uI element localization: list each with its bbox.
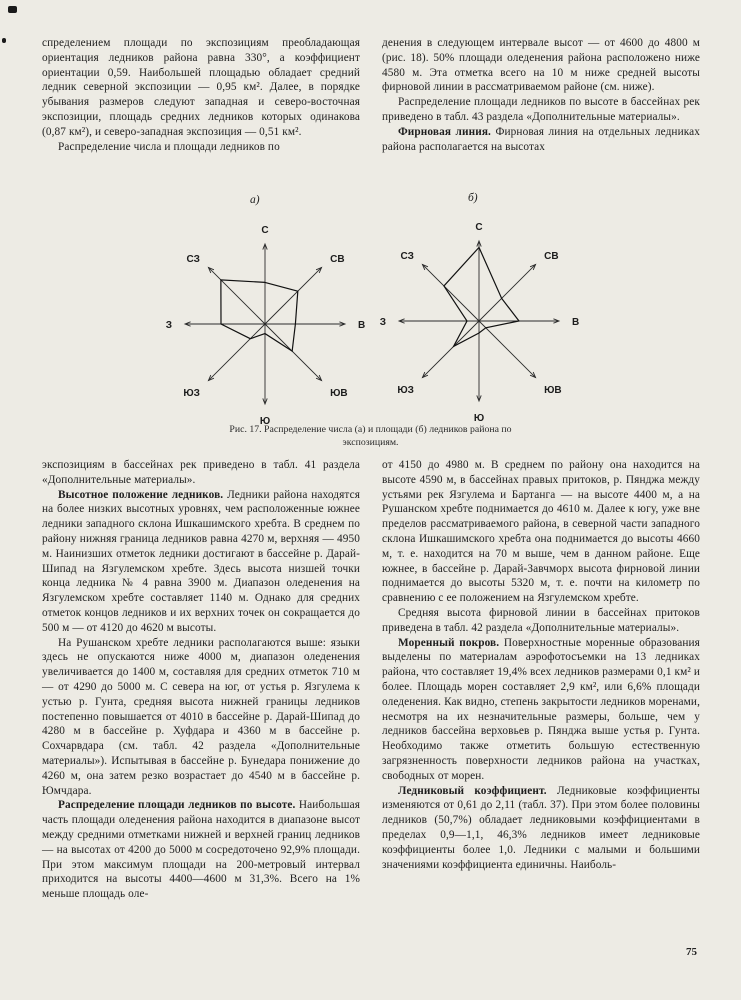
rose-axis bbox=[422, 321, 479, 378]
rose-axis bbox=[479, 321, 536, 378]
column-bottom-right bbox=[382, 458, 700, 902]
bottom-text-block bbox=[42, 458, 700, 902]
rose-axis bbox=[208, 267, 265, 324]
compass-direction-label: З bbox=[165, 320, 172, 331]
column-bottom-left bbox=[42, 458, 360, 902]
compass-direction-label: С bbox=[261, 225, 269, 236]
paragraph: денения в следующем интервале высот — от 4600 до 4800 м (рис. 18). 50% площади оледенения района расположено ниже 4580 м. Эта отметка всего на 10 м ниже средней высоты фирновой линии в рассматриваемом районе (см. ниже). bbox=[382, 37, 700, 94]
scan-artifact bbox=[2, 38, 6, 43]
rose-axis bbox=[265, 267, 322, 324]
figure-caption-line2: экспозициям. bbox=[342, 437, 399, 448]
figure-subpanel-label-b: б) bbox=[468, 192, 478, 204]
figure-caption-line1: Рис. 17. Распределение числа (а) и площади (б) ледников района по bbox=[229, 424, 512, 435]
rose-polygon bbox=[221, 280, 298, 351]
figure-caption bbox=[0, 423, 741, 449]
compass-direction-label: ЮЗ bbox=[183, 388, 200, 400]
scan-artifact bbox=[8, 6, 17, 13]
compass-direction-label: З bbox=[379, 317, 386, 328]
rose-chart-area-of-glaciers bbox=[372, 213, 587, 427]
compass-direction-label: СВ bbox=[330, 253, 345, 265]
compass-direction-label: Ю bbox=[259, 416, 271, 427]
rose-axis bbox=[265, 324, 322, 381]
figure-subpanel-label-a: а) bbox=[250, 194, 260, 206]
paragraph: Фирновая линия. Фирновая линия на отдельных ледниках района располагается на высотах bbox=[382, 125, 700, 153]
paragraph: Распределение площади ледников по высоте в бассейнах рек приведено в табл. 43 раздела «Дополнительные материалы». bbox=[382, 96, 700, 123]
compass-direction-label: ЮЗ bbox=[397, 385, 414, 397]
compass-direction-label: С bbox=[475, 222, 483, 233]
paragraph: Распределение площади ледников по высоте. Наибольшая часть площади оледенения района находится в диапазоне высот между средними отметками нижней и верхней границ ледников — на высотах от 4200 до 5000 м сосредоточено 92,9% площади. При этом максимум площади на 200-метровый интервал приходится на высоты 4400—4600 м 31,3%. Всего на 1% меньше площадь оле- bbox=[42, 799, 360, 901]
paragraph: На Рушанском хребте ледники располагаются выше: языки здесь не опускаются ниже 4000 м, диапазон оледенения увеличивается до 1400 м, составляя для средних отметок 710 м — от 4290 до 5000 м. С севера на юг, от устья р. Язгулема к устью р. Гунта, средняя высота нижней границы ледников постепенно повышается от 4010 в бассейне р. Дарай-Шипад до 4280 м в бассейне р. Хуфдара и 4360 м в бассейне р. Сохчарвдара (см. табл. 42 раздела «Дополнительные материалы»). Испытывая в бассейне р. Бунедара понижение до 4260 м, она затем резко возрастает до 4540 м в бассейне р. Юмчдара. bbox=[42, 636, 360, 797]
run-in-heading: Распределение площади ледников по высоте. bbox=[58, 799, 299, 812]
paragraph: спределением площади по экспозициям преобладающая ориентация ледников района равна 330°, а коэффициент ориентации 0,59. Наибольшей площадью обладает средний ледник северной экспозиции — 0,95 км². Далее, в порядке убывания размеров следуют западная и северо-восточная экспозиции, площадь средних ледников которых одинакова (0,87 км²), и северо-западная экспозиция — 0,51 км². bbox=[42, 37, 360, 138]
paragraph: Высотное положение ледников. Ледники района находятся на более низких высотных уровнях, чем расположенные южнее ледники западного склона Ишкашимского хребта. В среднем по району нижняя граница ледников равна 4270 м, верхняя — 4950 м. Наинизших отметок ледники достигают в бассейне р. Дарай-Шипад на Язгулемском хребте. Здесь высота низшей точки конца ледника № 4 равна 3900 м. Диапазон оледенения на Язгулемском хребте составляет 1140 м. Однако для средних отметок концов ледников и их верхних точек он сокращается до 500 м — от 4120 до 4620 м высоты. bbox=[42, 488, 360, 634]
compass-direction-label: СЗ bbox=[400, 250, 414, 262]
compass-direction-label: ЮВ bbox=[544, 385, 562, 397]
column-top-left bbox=[42, 36, 360, 154]
paragraph: Моренный покров. Поверхностные моренные образования выделены по материалам аэрофотосъемки на 13 ледниках района, что составляет 19,4% всех ледников размерами 0,1 км² и более. Площадь морен составляет 2,9 км², или 6,6% площади оледенения. Как видно, степень закрытости ледников моренами, несмотря на их незначительные размеры, больше, чем у ледников бассейна верховьев р. Пянджа выше устья р. Гунта. Необходимо также отметить большую естественную загрязненность поверхности ледников района на участках, свободных от морен. bbox=[382, 636, 700, 782]
paragraph: Ледниковый коэффициент. Ледниковые коэффициенты изменяются от 0,61 до 2,11 (табл. 37). При этом более половины ледников (50,7%) обладает ледниковыми коэффициентами в пределах 0,9—1,1, 46,3% ледников имеет ледниковые коэффициенты более 1,0. Ледники с малыми и большими значениями коэффициента единичны. Наиболь- bbox=[382, 784, 700, 871]
run-in-heading: Фирновая линия. bbox=[398, 125, 496, 138]
rose-axis bbox=[422, 264, 479, 321]
column-top-right bbox=[382, 36, 700, 154]
compass-direction-label: СЗ bbox=[186, 253, 200, 265]
rose-chart-number-of-glaciers bbox=[158, 216, 373, 430]
run-in-heading: Высотное положение ледников. bbox=[58, 488, 228, 501]
top-text-block bbox=[42, 36, 700, 154]
compass-direction-label: СВ bbox=[544, 250, 559, 262]
compass-direction-label: В bbox=[358, 320, 366, 331]
compass-direction-label: Ю bbox=[473, 413, 485, 424]
paragraph: Распределение числа и площади ледников по bbox=[58, 140, 280, 153]
page-number: 75 bbox=[686, 946, 697, 958]
paragraph: от 4150 до 4980 м. В среднем по району она находится на высоте 4590 м, в бассейнах правых притоков, р. Пянджа между устьями рек Язгулема и Бартанга — на высоте 4400 м, а на Рушанском хребте поднимается до 4610 м. Далее к югу, уже вне пределов рассматриваемого района, в северной части западного склона Ишкашимского хребта она поднимается до высоты 4660 м, т. е. находится на 70 м выше, чем в данном районе. Еще южнее, в бассейне р. Дарай-Завчморх высота фирновой линии поднимается до высоты 5320 м, т. е. почти на километр по сравнению с ее положением на Язгулемском хребте. bbox=[382, 459, 700, 605]
rose-axis bbox=[479, 264, 536, 321]
paragraph: экспозициям в бассейнах рек приведено в табл. 41 раздела «Дополнительные материалы». bbox=[42, 459, 360, 486]
compass-direction-label: В bbox=[572, 317, 580, 328]
run-in-heading: Ледниковый коэффициент. bbox=[398, 784, 557, 797]
run-in-heading: Моренный покров. bbox=[398, 636, 504, 649]
paragraph: Средняя высота фирновой линии в бассейнах притоков приведена в табл. 42 раздела «Дополнительные материалы». bbox=[382, 606, 700, 634]
compass-direction-label: ЮВ bbox=[330, 388, 348, 400]
